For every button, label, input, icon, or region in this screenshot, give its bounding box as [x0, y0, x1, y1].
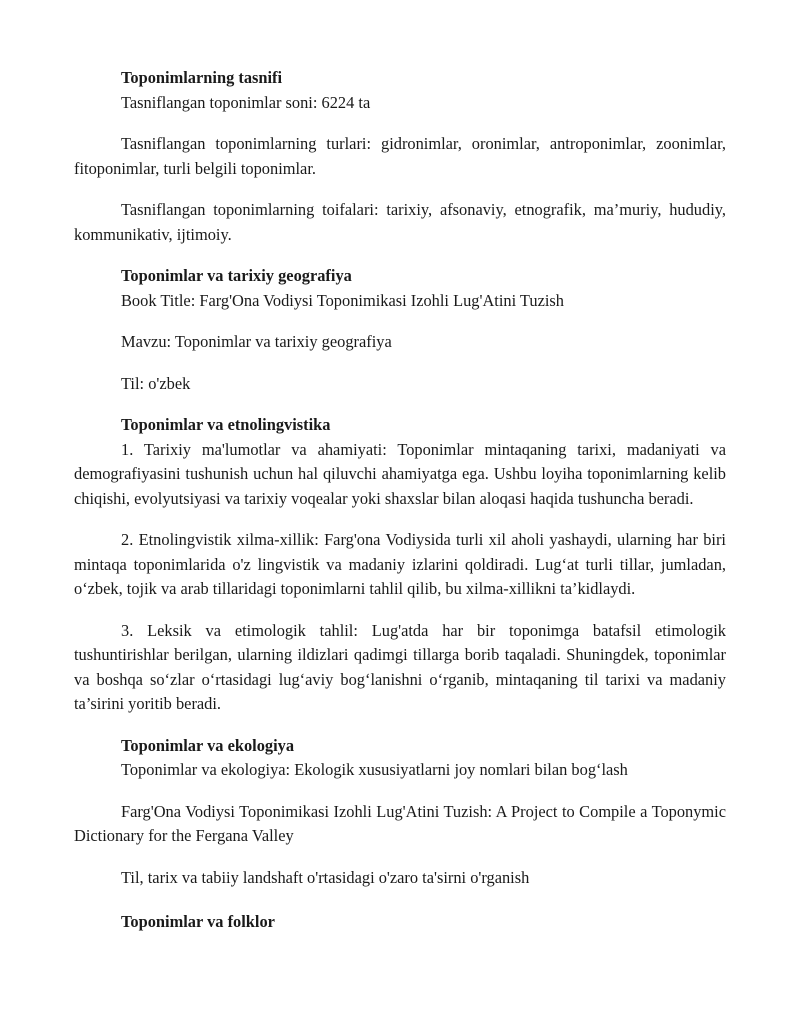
ekologiya-line: Toponimlar va ekologiya: Ekologik xususiyatlarni joy nomlari bilan bog‘lash [121, 760, 628, 779]
document-page [74, 66, 726, 935]
etnolingvistika-paragraph-2: 2. Etnolingvistik xilma-xillik: Farg'ona Vodiysida turli xil aholi yashaydi, ularning har biri mintaqa toponimlarida o'z lingvistik va madaniy izlarini qoldiradi. Lug‘at turli tillar, jumladan, o‘zbek, tojik va arab tillaridagi toponimlarni tahlil qilib, bu xilma-xillikni ta’kidlaydi. [74, 530, 726, 598]
book-title-line: Book Title: Farg'Ona Vodiysi Toponimikasi Izohli Lug'Atini Tuzish [121, 290, 564, 310]
toponym-count-line: Tasniflangan toponimlar soni: 6224 ta [121, 92, 371, 112]
mavzu-line: Mavzu: Toponimlar va tarixiy geografiya [121, 332, 392, 351]
section-heading-geografiya: Toponimlar va tarixiy geografiya [121, 266, 352, 285]
section-heading-ekologiya: Toponimlar va ekologiya [121, 735, 295, 755]
section-heading-tasnifi: Toponimlarning tasnifi [121, 68, 283, 87]
toponym-types-paragraph: Tasniflangan toponimlarning turlari: gidronimlar, oronimlar, antroponimlar, zoonimlar, fitoponimlar, turli belgili toponimlar. [74, 134, 726, 178]
project-title-paragraph: Farg'Ona Vodiysi Toponimikasi Izohli Lug'Atini Tuzish: A Project to Compile a Toponymic Dictionary for the Fergana Valley [74, 801, 726, 845]
toponym-categories-paragraph: Tasniflangan toponimlarning toifalari: tarixiy, afsonaviy, etnografik, ma’muriy, hududiy, kommunikativ, ijtimoiy. [74, 200, 726, 244]
etnolingvistika-paragraph-3: 3. Leksik va etimologik tahlil: Lug'atda har bir toponimga batafsil etimologik tushuntirishlar berilgan, ularning ildizlari qadimgi tillarga borib taqaladi. Shuningdek, toponimlar va boshqa so‘zlar o‘rtasidagi lug‘aviy bog‘lanishni o‘rganib, mintaqaning til tarixi va madaniy ta’sirini yoritib beradi. [74, 620, 726, 713]
section-heading-etnolingvistika: Toponimlar va etnolingvistika [121, 415, 331, 434]
section-heading-folklor: Toponimlar va folklor [121, 912, 275, 931]
interaction-line: Til, tarix va tabiiy landshaft o'rtasidagi o'zaro ta'sirni o'rganish [121, 867, 530, 887]
etnolingvistika-paragraph-1: 1. Tarixiy ma'lumotlar va ahamiyati: Toponimlar mintaqaning tarixi, madaniyati va demografiyasini tushunish uchun hal qiluvchi ahamiyatga ega. Ushbu loyiha toponimlarning kelib chiqishi, evolyutsiyasi va tarixiy voqealar yoki shaxslar bilan aloqasi haqida tushuncha beradi. [74, 439, 726, 508]
til-line: Til: o'zbek [121, 373, 191, 393]
